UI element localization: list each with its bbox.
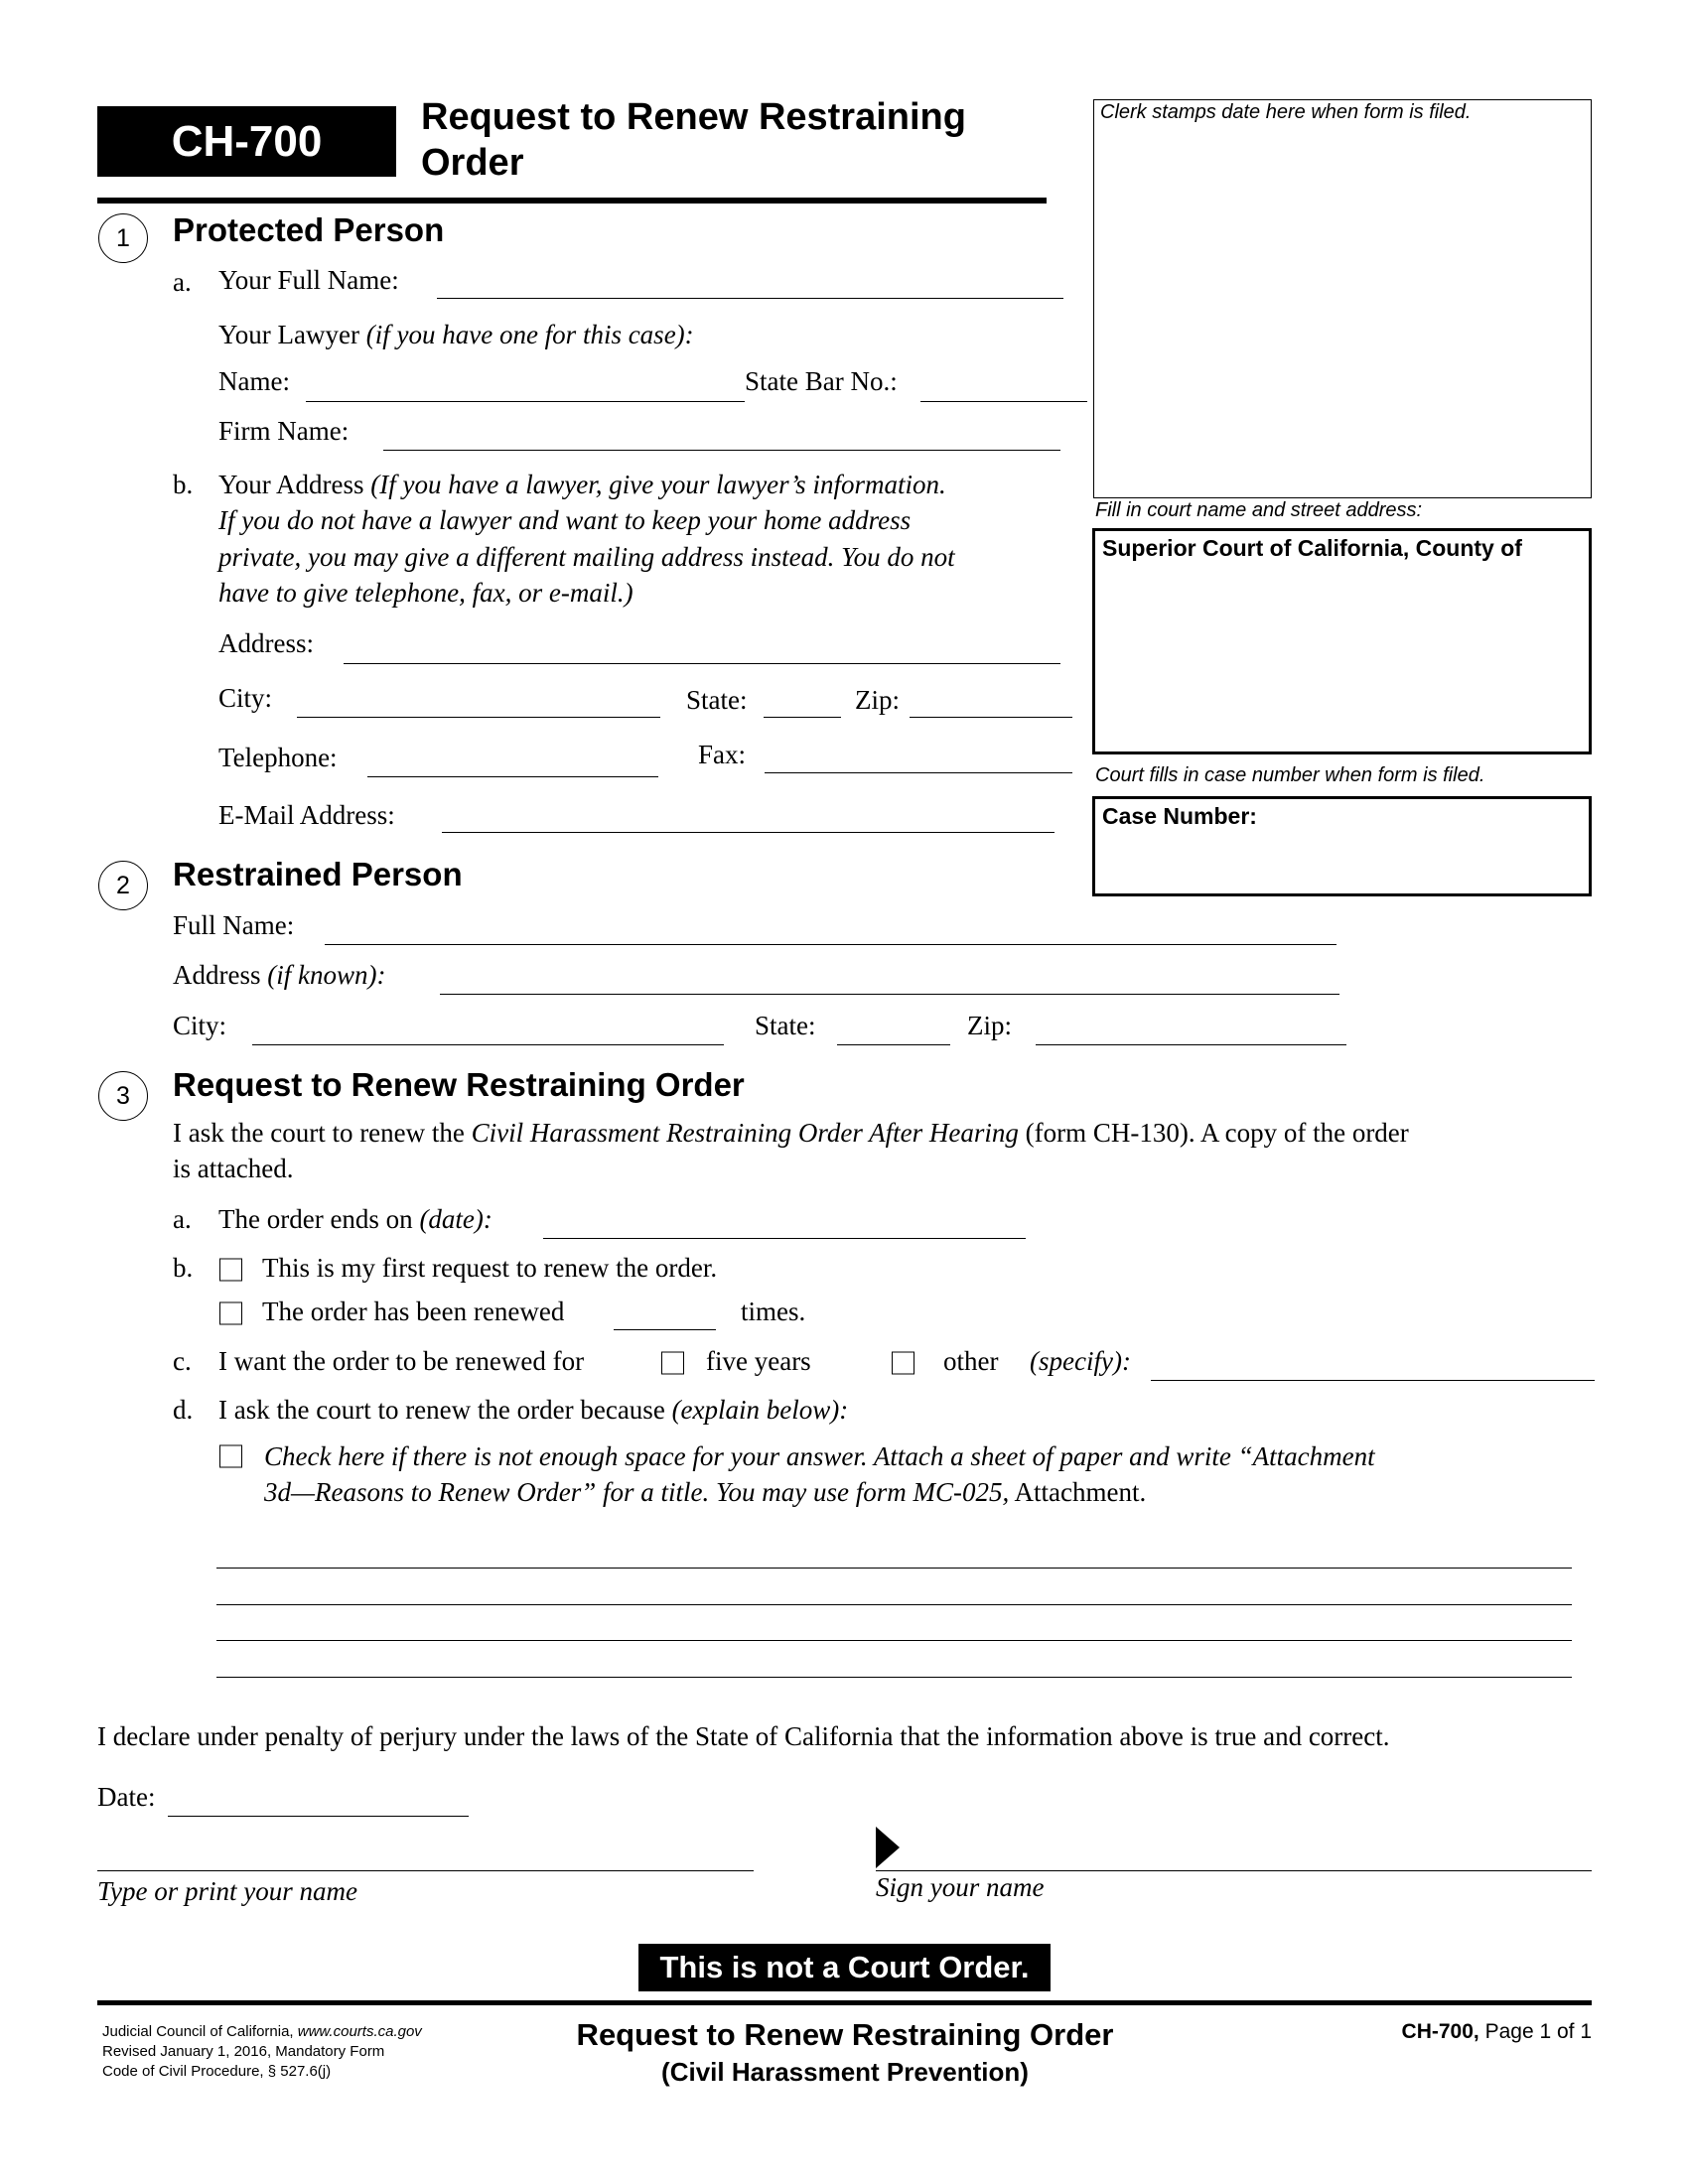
restrained-state-label: State: xyxy=(755,1011,816,1040)
reasons-label xyxy=(218,1394,848,1426)
request-text-a: I ask the court to renew the xyxy=(173,1118,465,1148)
section-number-1: 1 xyxy=(98,213,148,263)
clerk-stamp-box xyxy=(1093,99,1592,498)
reasons-text: I ask the court to renew the order because xyxy=(218,1395,665,1425)
form-id-badge: CH-700 xyxy=(97,106,396,177)
footer-publisher-text: Judicial Council of California, xyxy=(102,2023,298,2040)
date-label: Date: xyxy=(97,1782,156,1812)
email-label: E-Mail Address: xyxy=(218,800,395,830)
court-name-note: Fill in court name and street address: xyxy=(1095,499,1423,521)
attachment-checkbox[interactable] xyxy=(219,1445,242,1468)
attachment-note-line-1: Check here if there is not enough space for your answer. Attach a sheet of paper and write “Attachment xyxy=(264,1441,1375,1471)
order-ends-label xyxy=(218,1203,492,1235)
renewed-before-label: The order has been renewed xyxy=(262,1297,565,1326)
footer-website-link[interactable]: www.courts.ca.gov xyxy=(297,2023,422,2040)
print-name-label: Type or print your name xyxy=(97,1876,357,1906)
lawyer-note: (if you have one for this case): xyxy=(365,320,694,349)
restrained-zip-field[interactable] xyxy=(1036,1044,1346,1045)
first-request-label: This is my first request to renew the order. xyxy=(262,1253,718,1283)
address-note-2: If you do not have a lawyer and want to keep your home address xyxy=(218,505,912,535)
specify-note: (specify): xyxy=(1030,1346,1131,1376)
form-title xyxy=(421,94,966,186)
restrained-address-text: Address xyxy=(173,960,261,990)
city-label: City: xyxy=(218,683,273,713)
fax-field[interactable] xyxy=(765,772,1072,773)
fax-label: Fax: xyxy=(698,740,747,769)
order-end-date-field[interactable] xyxy=(543,1238,1026,1239)
section-3-heading: Request to Renew Restraining Order xyxy=(173,1066,745,1103)
request-text-c: (form CH-130). A copy of the order xyxy=(1025,1118,1409,1148)
address-note-4: have to give telephone, fax, or e-mail.) xyxy=(218,578,633,608)
attachment-note-text: 3d—Reasons to Renew Order” for a title. You may use form MC-025, xyxy=(264,1477,1010,1507)
restrained-address-field[interactable] xyxy=(440,994,1339,995)
clerk-stamp-note: Clerk stamps date here when form is filed. xyxy=(1100,101,1472,123)
restrained-zip-label: Zip: xyxy=(967,1011,1012,1040)
renew-for-label: I want the order to be renewed for xyxy=(218,1346,585,1376)
attachment-note-line-2 xyxy=(264,1476,1146,1508)
restrained-city-label: City: xyxy=(173,1011,227,1040)
lawyer-name-field[interactable] xyxy=(306,401,745,402)
reasons-field-line-1[interactable] xyxy=(216,1568,1572,1569)
footer-revised: Revised January 1, 2016, Mandatory Form xyxy=(102,2043,385,2060)
state-bar-label: State Bar No.: xyxy=(745,366,898,396)
restrained-address-note: (if known): xyxy=(267,960,386,990)
restrained-address-label xyxy=(173,959,385,991)
address-note-3: private, you may give a different mailing address instead. You do not xyxy=(218,542,955,572)
footer-rule xyxy=(97,2000,1592,2005)
zip-field[interactable] xyxy=(910,717,1072,718)
renewed-before-checkbox[interactable] xyxy=(219,1302,242,1325)
first-request-checkbox[interactable] xyxy=(219,1259,242,1282)
reasons-note: (explain below): xyxy=(671,1395,849,1425)
item-3c-marker: c. xyxy=(173,1346,192,1376)
five-years-checkbox[interactable] xyxy=(661,1352,684,1375)
court-name-label: Superior Court of California, County of xyxy=(1102,535,1522,561)
item-b-marker: b. xyxy=(173,470,194,499)
address-text: Your Address xyxy=(218,470,364,499)
case-number-label: Case Number: xyxy=(1102,803,1257,829)
lawyer-name-label: Name: xyxy=(218,366,290,396)
firm-name-label: Firm Name: xyxy=(218,416,350,446)
firm-name-field[interactable] xyxy=(383,450,1060,451)
restrained-name-field[interactable] xyxy=(325,944,1336,945)
email-field[interactable] xyxy=(442,832,1055,833)
reasons-field-line-2[interactable] xyxy=(216,1604,1572,1605)
case-number-note: Court fills in case number when form is filed. xyxy=(1095,764,1485,786)
print-name-field[interactable] xyxy=(97,1870,754,1871)
request-paragraph-line-2: is attached. xyxy=(173,1154,294,1183)
street-field[interactable] xyxy=(344,663,1060,664)
state-bar-field[interactable] xyxy=(920,401,1087,402)
header-rule xyxy=(97,198,1047,204)
section-number-2: 2 xyxy=(98,861,148,910)
other-duration-checkbox[interactable] xyxy=(892,1352,914,1375)
footer-code: Code of Civil Procedure, § 527.6(j) xyxy=(102,2063,332,2080)
other-duration-field[interactable] xyxy=(1151,1380,1595,1381)
request-order-name: Civil Harassment Restraining Order After Hearing xyxy=(471,1118,1019,1148)
times-label: times. xyxy=(741,1297,806,1326)
section-2-heading: Restrained Person xyxy=(173,856,463,892)
street-label: Address: xyxy=(218,628,314,658)
footer-subtitle: (Civil Harassment Prevention) xyxy=(661,2057,1029,2087)
five-years-label: five years xyxy=(706,1346,811,1376)
restrained-city-field[interactable] xyxy=(252,1044,724,1045)
footer-publisher xyxy=(102,2023,422,2041)
footer-page-number: Page 1 of 1 xyxy=(1484,2020,1592,2043)
item-3a-marker: a. xyxy=(173,1204,192,1234)
telephone-label: Telephone: xyxy=(218,743,338,772)
address-label xyxy=(218,469,946,500)
item-3b-marker: b. xyxy=(173,1253,194,1283)
other-duration-label: other xyxy=(943,1346,999,1376)
request-paragraph-line-1 xyxy=(173,1117,1409,1149)
section-1-heading: Protected Person xyxy=(173,211,445,248)
order-ends-text: The order ends on xyxy=(218,1204,413,1234)
not-court-order-notice: This is not a Court Order. xyxy=(638,1944,1051,1991)
zip-label: Zip: xyxy=(855,685,900,715)
lawyer-label xyxy=(218,319,694,350)
attachment-form-name: Attachment. xyxy=(1014,1477,1147,1507)
city-field[interactable] xyxy=(297,717,660,718)
item-3d-marker: d. xyxy=(173,1395,194,1425)
signature-arrow-icon xyxy=(876,1827,900,1868)
state-field[interactable] xyxy=(764,717,841,718)
reasons-field-line-3[interactable] xyxy=(216,1640,1572,1641)
footer-title: Request to Renew Restraining Order xyxy=(576,2017,1114,2052)
restrained-state-field[interactable] xyxy=(837,1044,950,1045)
section-number-3: 3 xyxy=(98,1071,148,1121)
order-ends-note: (date): xyxy=(419,1204,492,1234)
telephone-field[interactable] xyxy=(367,776,658,777)
date-field[interactable] xyxy=(168,1816,469,1817)
footer-form-id: CH-700, xyxy=(1401,2020,1479,2043)
lawyer-text: Your Lawyer xyxy=(218,320,359,349)
full-name-field[interactable] xyxy=(437,298,1063,299)
sign-name-label: Sign your name xyxy=(876,1872,1045,1902)
item-a-marker: a. xyxy=(173,267,192,297)
title-line-1: Request to Renew Restraining xyxy=(421,96,966,138)
restrained-name-label: Full Name: xyxy=(173,910,295,940)
renewed-times-field[interactable] xyxy=(614,1329,716,1330)
state-label: State: xyxy=(686,685,748,715)
reasons-field-line-4[interactable] xyxy=(216,1677,1572,1678)
footer-page-info xyxy=(1402,2016,1592,2048)
address-note-1: (If you have a lawyer, give your lawyer’s information. xyxy=(370,470,946,499)
title-line-2: Order xyxy=(421,142,524,184)
full-name-label: Your Full Name: xyxy=(218,265,399,295)
declaration-text: I declare under penalty of perjury under the laws of the State of California that the information above is true and correct. xyxy=(97,1721,1390,1751)
